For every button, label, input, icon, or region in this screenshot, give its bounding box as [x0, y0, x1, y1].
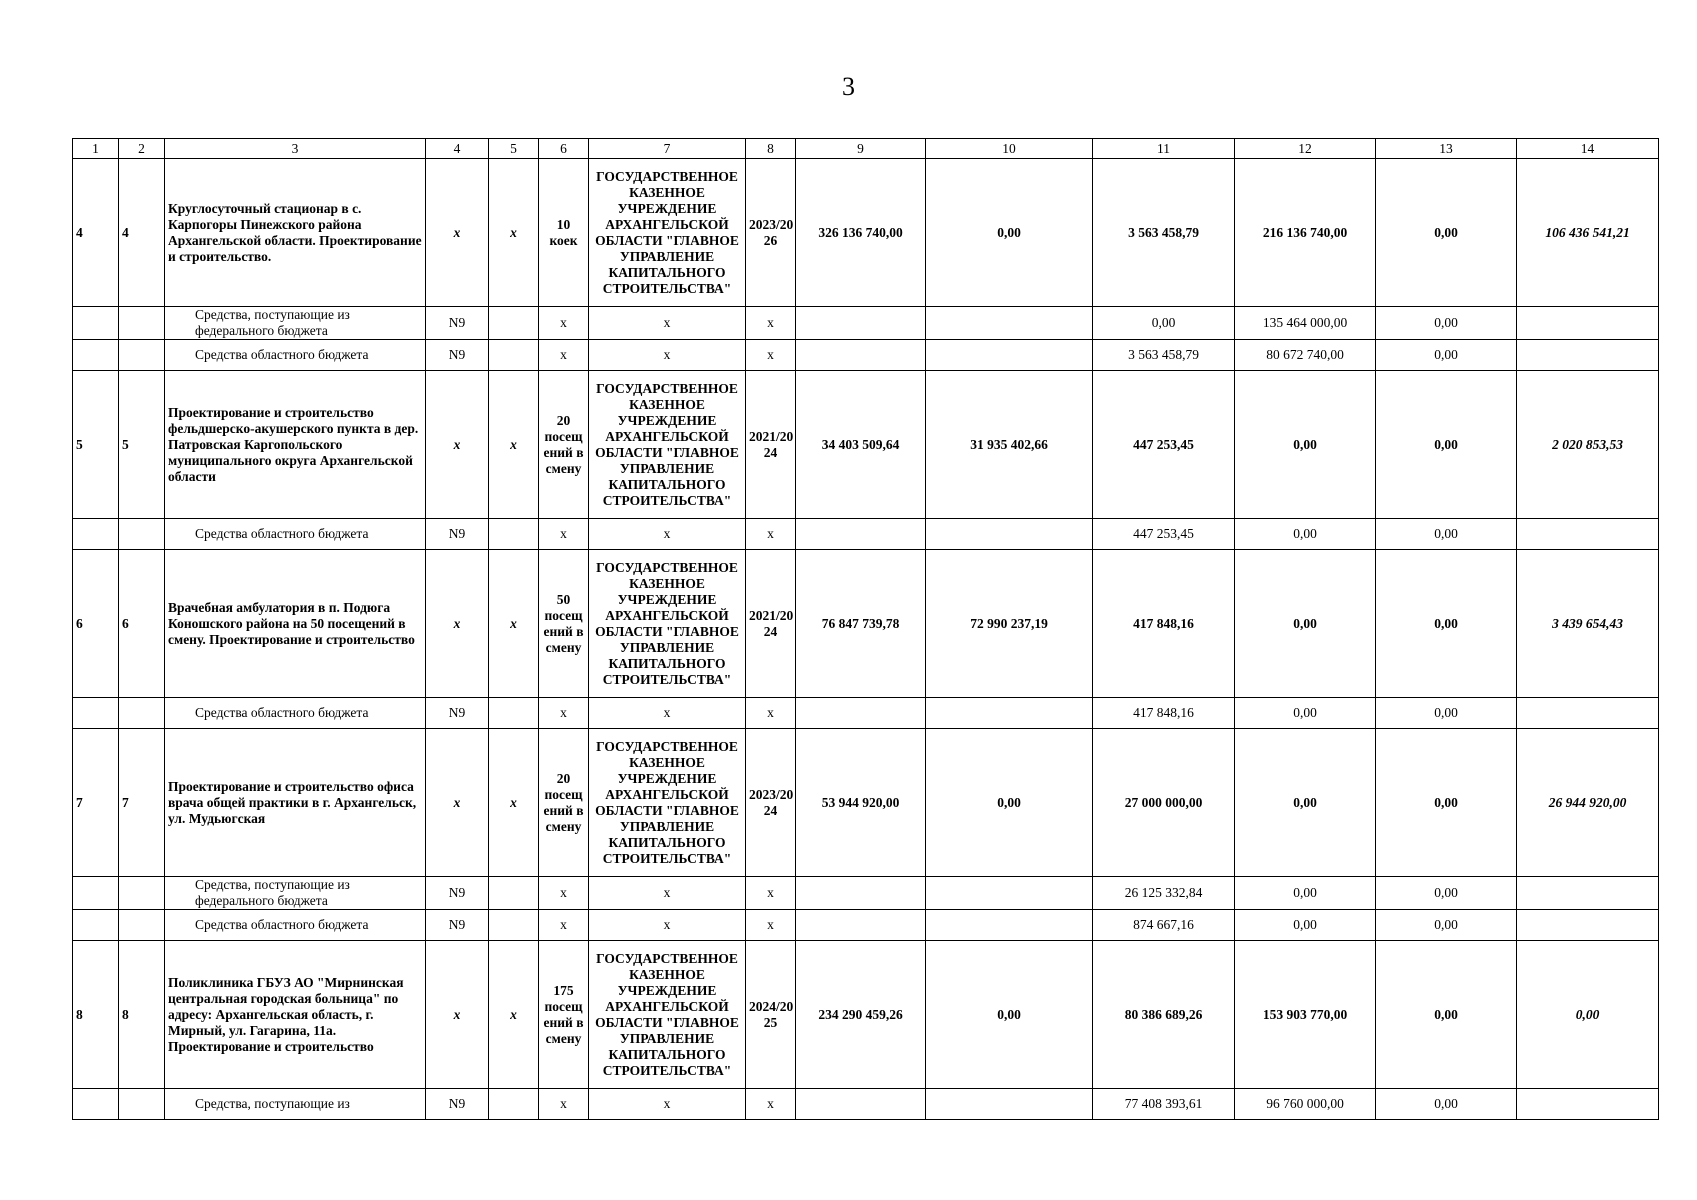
col12-amount: 0,00 [1235, 550, 1376, 698]
organization-cell: ГОСУДАРСТВЕННОЕ КАЗЕННОЕ УЧРЕЖДЕНИЕ АРХАНГЕЛЬСКОЙ ОБЛАСТИ "ГЛАВНОЕ УПРАВЛЕНИЕ КАПИТАЛЬНОГО СТРОИТЕЛЬСТВА" [589, 159, 746, 307]
capacity-cell: 10 коек [539, 159, 589, 307]
row-number-cell: 7 [73, 729, 119, 877]
col12-amount: 0,00 [1235, 877, 1376, 910]
col10-amount: 72 990 237,19 [926, 550, 1093, 698]
col13-amount: 0,00 [1376, 371, 1517, 519]
page-number: 3 [842, 72, 855, 101]
col7-cell: x [589, 307, 746, 340]
col4-cell: x [426, 371, 489, 519]
item-number-cell: 8 [119, 941, 165, 1089]
header-cell: 4 [426, 139, 489, 159]
funding-row [73, 307, 1659, 340]
col14-amount [1517, 340, 1659, 371]
budget-table [72, 138, 1659, 1120]
header-cell: 2 [119, 139, 165, 159]
row-number-cell [73, 910, 119, 941]
col12-amount: 0,00 [1235, 698, 1376, 729]
col5-cell: x [489, 159, 539, 307]
col12-amount: 153 903 770,00 [1235, 941, 1376, 1089]
funding-source-cell: Средства областного бюджета [165, 910, 426, 941]
col11-amount: 447 253,45 [1093, 519, 1235, 550]
object-name-cell: Проектирование и строительство фельдшерско-акушерского пункта в дер. Патровская Каргопольского муниципального округа Архангельской области [165, 371, 426, 519]
object-row [73, 941, 1659, 1089]
object-name-cell: Круглосуточный стационар в с. Карпогоры Пинежского района Архангельской области. Проектирование и строительство. [165, 159, 426, 307]
col12-amount: 0,00 [1235, 519, 1376, 550]
header-cell: 14 [1517, 139, 1659, 159]
header-cell: 9 [796, 139, 926, 159]
funding-source-cell: Средства областного бюджета [165, 698, 426, 729]
col9-amount [796, 519, 926, 550]
col6-cell: x [539, 1089, 589, 1120]
object-name-cell: Поликлиника ГБУЗ АО "Мирнинская центральная городская больница" по адресу: Архангельская область, г. Мирный, ул. Гагарина, 11а. Проектирование и строительство [165, 941, 426, 1089]
header-cell: 5 [489, 139, 539, 159]
funding-row [73, 910, 1659, 941]
organization-cell: ГОСУДАРСТВЕННОЕ КАЗЕННОЕ УЧРЕЖДЕНИЕ АРХАНГЕЛЬСКОЙ ОБЛАСТИ "ГЛАВНОЕ УПРАВЛЕНИЕ КАПИТАЛЬНОГО СТРОИТЕЛЬСТВА" [589, 729, 746, 877]
object-row [73, 159, 1659, 307]
item-number-cell [119, 1089, 165, 1120]
period-cell: 2021/20 24 [746, 550, 796, 698]
header-cell: 7 [589, 139, 746, 159]
col13-amount: 0,00 [1376, 1089, 1517, 1120]
col5-cell: x [489, 941, 539, 1089]
header-cell: 10 [926, 139, 1093, 159]
col5-cell [489, 340, 539, 371]
col5-cell: x [489, 729, 539, 877]
col14-amount: 106 436 541,21 [1517, 159, 1659, 307]
header-cell: 1 [73, 139, 119, 159]
col8-cell: x [746, 877, 796, 910]
col8-cell: x [746, 519, 796, 550]
col4-cell: x [426, 550, 489, 698]
item-number-cell [119, 910, 165, 941]
col11-amount: 27 000 000,00 [1093, 729, 1235, 877]
col6-cell: x [539, 910, 589, 941]
col12-amount: 216 136 740,00 [1235, 159, 1376, 307]
col4-cell: N9 [426, 698, 489, 729]
col9-amount: 53 944 920,00 [796, 729, 926, 877]
row-number-cell [73, 307, 119, 340]
header-cell: 3 [165, 139, 426, 159]
col4-cell: x [426, 729, 489, 877]
col11-amount: 80 386 689,26 [1093, 941, 1235, 1089]
col12-amount: 0,00 [1235, 910, 1376, 941]
table-body [73, 139, 1659, 1120]
row-number-cell [73, 340, 119, 371]
item-number-cell [119, 698, 165, 729]
col10-amount [926, 340, 1093, 371]
col14-amount [1517, 910, 1659, 941]
col8-cell: x [746, 1089, 796, 1120]
col6-cell: x [539, 340, 589, 371]
header-cell: 13 [1376, 139, 1517, 159]
col9-amount: 234 290 459,26 [796, 941, 926, 1089]
col9-amount: 34 403 509,64 [796, 371, 926, 519]
col5-cell [489, 910, 539, 941]
object-name-cell: Проектирование и строительство офиса врача общей практики в г. Архангельск, ул. Мудьюгская [165, 729, 426, 877]
col11-amount: 417 848,16 [1093, 550, 1235, 698]
row-number-cell: 5 [73, 371, 119, 519]
funding-row [73, 519, 1659, 550]
col12-amount: 96 760 000,00 [1235, 1089, 1376, 1120]
object-row [73, 550, 1659, 698]
col5-cell [489, 698, 539, 729]
col10-amount: 0,00 [926, 729, 1093, 877]
col5-cell: x [489, 371, 539, 519]
col10-amount [926, 910, 1093, 941]
col14-amount: 2 020 853,53 [1517, 371, 1659, 519]
col11-amount: 417 848,16 [1093, 698, 1235, 729]
row-number-cell [73, 1089, 119, 1120]
col13-amount: 0,00 [1376, 307, 1517, 340]
col14-amount: 26 944 920,00 [1517, 729, 1659, 877]
col10-amount [926, 877, 1093, 910]
col11-amount: 77 408 393,61 [1093, 1089, 1235, 1120]
col7-cell: x [589, 340, 746, 371]
period-cell: 2023/20 24 [746, 729, 796, 877]
row-number-cell [73, 519, 119, 550]
item-number-cell [119, 519, 165, 550]
header-cell: 12 [1235, 139, 1376, 159]
col9-amount: 76 847 739,78 [796, 550, 926, 698]
row-number-cell [73, 877, 119, 910]
item-number-cell [119, 340, 165, 371]
col8-cell: x [746, 698, 796, 729]
col5-cell [489, 307, 539, 340]
funding-row [73, 1089, 1659, 1120]
header-cell: 6 [539, 139, 589, 159]
col10-amount: 0,00 [926, 159, 1093, 307]
organization-cell: ГОСУДАРСТВЕННОЕ КАЗЕННОЕ УЧРЕЖДЕНИЕ АРХАНГЕЛЬСКОЙ ОБЛАСТИ "ГЛАВНОЕ УПРАВЛЕНИЕ КАПИТАЛЬНОГО СТРОИТЕЛЬСТВА" [589, 941, 746, 1089]
col8-cell: x [746, 340, 796, 371]
col9-amount [796, 1089, 926, 1120]
header-cell: 8 [746, 139, 796, 159]
col11-amount: 26 125 332,84 [1093, 877, 1235, 910]
col4-cell: x [426, 941, 489, 1089]
capacity-cell: 20 посещ ений в смену [539, 729, 589, 877]
funding-source-cell: Средства, поступающие из федерального бюджета [165, 307, 426, 340]
row-number-cell [73, 698, 119, 729]
funding-source-cell: Средства, поступающие из федерального бюджета [165, 877, 426, 910]
col7-cell: x [589, 1089, 746, 1120]
item-number-cell: 7 [119, 729, 165, 877]
row-number-cell: 8 [73, 941, 119, 1089]
object-name-cell: Врачебная амбулатория в п. Подюга Коношского района на 50 посещений в смену. Проектирование и строительство [165, 550, 426, 698]
col7-cell: x [589, 519, 746, 550]
col4-cell: N9 [426, 1089, 489, 1120]
col12-amount: 135 464 000,00 [1235, 307, 1376, 340]
col14-amount [1517, 877, 1659, 910]
col10-amount: 31 935 402,66 [926, 371, 1093, 519]
funding-source-cell: Средства областного бюджета [165, 519, 426, 550]
col7-cell: x [589, 910, 746, 941]
col14-amount [1517, 519, 1659, 550]
col13-amount: 0,00 [1376, 698, 1517, 729]
col13-amount: 0,00 [1376, 519, 1517, 550]
col14-amount: 0,00 [1517, 941, 1659, 1089]
col12-amount: 0,00 [1235, 371, 1376, 519]
col10-amount [926, 307, 1093, 340]
col8-cell: x [746, 307, 796, 340]
funding-row [73, 877, 1659, 910]
col11-amount: 874 667,16 [1093, 910, 1235, 941]
object-row [73, 371, 1659, 519]
col5-cell [489, 519, 539, 550]
col14-amount: 3 439 654,43 [1517, 550, 1659, 698]
col6-cell: x [539, 307, 589, 340]
col9-amount [796, 910, 926, 941]
col11-amount: 3 563 458,79 [1093, 340, 1235, 371]
col4-cell: N9 [426, 910, 489, 941]
capacity-cell: 175 посещ ений в смену [539, 941, 589, 1089]
col13-amount: 0,00 [1376, 550, 1517, 698]
col4-cell: N9 [426, 519, 489, 550]
capacity-cell: 20 посещ ений в смену [539, 371, 589, 519]
col10-amount [926, 1089, 1093, 1120]
col10-amount [926, 698, 1093, 729]
col10-amount: 0,00 [926, 941, 1093, 1089]
capacity-cell: 50 посещ ений в смену [539, 550, 589, 698]
funding-source-cell: Средства областного бюджета [165, 340, 426, 371]
col13-amount: 0,00 [1376, 340, 1517, 371]
period-cell: 2021/20 24 [746, 371, 796, 519]
col13-amount: 0,00 [1376, 910, 1517, 941]
row-number-cell: 4 [73, 159, 119, 307]
header-cell: 11 [1093, 139, 1235, 159]
funding-row [73, 340, 1659, 371]
column-number-row [73, 139, 1659, 159]
col5-cell [489, 1089, 539, 1120]
col12-amount: 80 672 740,00 [1235, 340, 1376, 371]
col9-amount [796, 307, 926, 340]
col11-amount: 3 563 458,79 [1093, 159, 1235, 307]
col4-cell: N9 [426, 340, 489, 371]
col4-cell: N9 [426, 307, 489, 340]
col7-cell: x [589, 698, 746, 729]
col9-amount [796, 877, 926, 910]
col14-amount [1517, 698, 1659, 729]
item-number-cell: 5 [119, 371, 165, 519]
col12-amount: 0,00 [1235, 729, 1376, 877]
item-number-cell [119, 877, 165, 910]
object-row [73, 729, 1659, 877]
col6-cell: x [539, 698, 589, 729]
funding-source-cell: Средства, поступающие из [165, 1089, 426, 1120]
col5-cell: x [489, 550, 539, 698]
col13-amount: 0,00 [1376, 941, 1517, 1089]
col9-amount [796, 698, 926, 729]
item-number-cell: 6 [119, 550, 165, 698]
col5-cell [489, 877, 539, 910]
organization-cell: ГОСУДАРСТВЕННОЕ КАЗЕННОЕ УЧРЕЖДЕНИЕ АРХАНГЕЛЬСКОЙ ОБЛАСТИ "ГЛАВНОЕ УПРАВЛЕНИЕ КАПИТАЛЬНОГО СТРОИТЕЛЬСТВА" [589, 550, 746, 698]
col10-amount [926, 519, 1093, 550]
row-number-cell: 6 [73, 550, 119, 698]
col13-amount: 0,00 [1376, 729, 1517, 877]
col8-cell: x [746, 910, 796, 941]
item-number-cell [119, 307, 165, 340]
col7-cell: x [589, 877, 746, 910]
item-number-cell: 4 [119, 159, 165, 307]
col6-cell: x [539, 519, 589, 550]
col9-amount: 326 136 740,00 [796, 159, 926, 307]
organization-cell: ГОСУДАРСТВЕННОЕ КАЗЕННОЕ УЧРЕЖДЕНИЕ АРХАНГЕЛЬСКОЙ ОБЛАСТИ "ГЛАВНОЕ УПРАВЛЕНИЕ КАПИТАЛЬНОГО СТРОИТЕЛЬСТВА" [589, 371, 746, 519]
col9-amount [796, 340, 926, 371]
col14-amount [1517, 307, 1659, 340]
col6-cell: x [539, 877, 589, 910]
col14-amount [1517, 1089, 1659, 1120]
col11-amount: 447 253,45 [1093, 371, 1235, 519]
col4-cell: x [426, 159, 489, 307]
col13-amount: 0,00 [1376, 159, 1517, 307]
period-cell: 2023/20 26 [746, 159, 796, 307]
funding-row [73, 698, 1659, 729]
period-cell: 2024/20 25 [746, 941, 796, 1089]
col4-cell: N9 [426, 877, 489, 910]
col13-amount: 0,00 [1376, 877, 1517, 910]
col11-amount: 0,00 [1093, 307, 1235, 340]
